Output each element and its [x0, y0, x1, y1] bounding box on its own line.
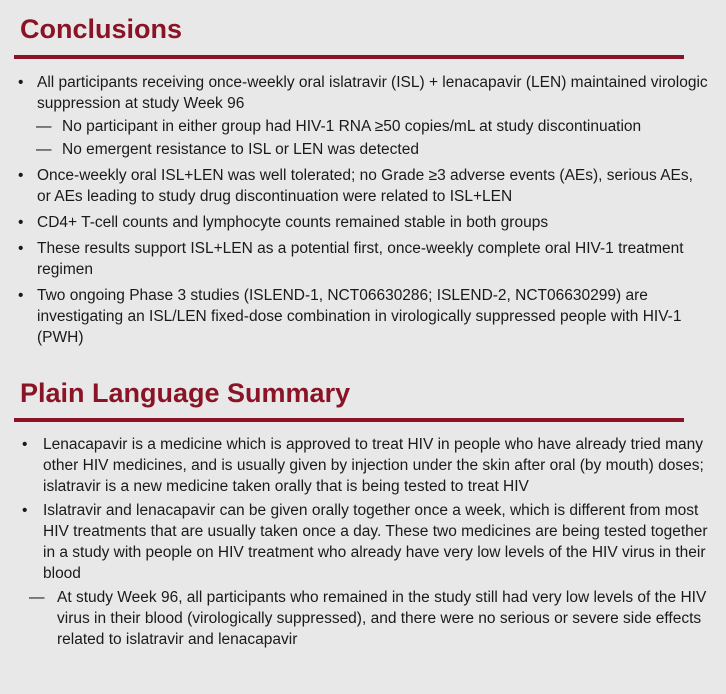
conclusion-text: CD4+ T-cell counts and lymphocyte counts remained stable in both groups — [37, 214, 549, 231]
bullet-marker: • — [18, 74, 24, 91]
dash-marker: — — [36, 118, 52, 135]
conclusion-item-2 — [18, 165, 708, 207]
conclusion-item-4 — [18, 238, 708, 280]
summary-item-1 — [22, 434, 712, 497]
bullet-marker: • — [18, 214, 24, 231]
summary-text: At study Week 96, all participants who remained in the study still had very low levels of the HIV virus in their blood (virologically suppressed), and there were no serious or severe side effects related to islatravir and lenacapavir — [57, 589, 707, 648]
summary-text: Islatravir and lenacapavir can be given orally together once a week, which is different from most HIV treatments that are usually taken once a day. These two medicines are being tested together in a study with people on HIV treatment who already have very low levels of the HIV virus in their blood — [43, 502, 708, 582]
bullet-marker: • — [22, 502, 28, 519]
plain-language-list — [22, 434, 712, 650]
summary-subitem-1 — [22, 587, 712, 650]
conclusion-item-3 — [18, 212, 708, 233]
bullet-marker: • — [18, 240, 24, 257]
bullet-marker: • — [22, 436, 28, 453]
summary-text: Lenacapavir is a medicine which is approved to treat HIV in people who have already tried many other HIV medicines, and is usually given by injection under the skin after oral (by mouth) doses; islatravir is a new medicine taken orally that is being tested to treat HIV — [43, 436, 704, 495]
conclusion-text: No participant in either group had HIV-1 RNA ≥50 copies/mL at study discontinuation — [62, 118, 642, 135]
summary-item-2 — [22, 500, 712, 584]
dash-marker: — — [29, 589, 45, 606]
conclusion-text: These results support ISL+LEN as a potential first, once-weekly complete oral HIV-1 treatment regimen — [37, 240, 684, 278]
plain-language-heading: Plain Language Summary — [20, 378, 351, 408]
conclusion-subitem-1 — [18, 116, 708, 137]
conclusion-subitem-2 — [18, 139, 708, 160]
conclusion-text: Once-weekly oral ISL+LEN was well tolerated; no Grade ≥3 adverse events (AEs), serious AEs, or AEs leading to study drug discontinuation were related to ISL+LEN — [37, 167, 693, 205]
plain-language-divider — [14, 418, 684, 422]
conclusions-list — [18, 72, 708, 348]
conclusion-text: Two ongoing Phase 3 studies (ISLEND-1, NCT06630286; ISLEND-2, NCT06630299) are investigating an ISL/LEN fixed-dose combination in virologically suppressed people with HIV-1 (PWH) — [37, 287, 682, 346]
dash-marker: — — [36, 141, 52, 158]
bullet-marker: • — [18, 287, 24, 304]
conclusions-heading: Conclusions — [20, 14, 183, 44]
conclusion-item-1 — [18, 72, 708, 114]
bullet-marker: • — [18, 167, 24, 184]
conclusions-divider — [14, 55, 684, 59]
conclusion-text: No emergent resistance to ISL or LEN was detected — [62, 141, 419, 158]
conclusion-item-5 — [18, 285, 708, 348]
conclusion-text: All participants receiving once-weekly oral islatravir (ISL) + lenacapavir (LEN) maintained virologic suppression at study Week 96 — [37, 74, 708, 112]
